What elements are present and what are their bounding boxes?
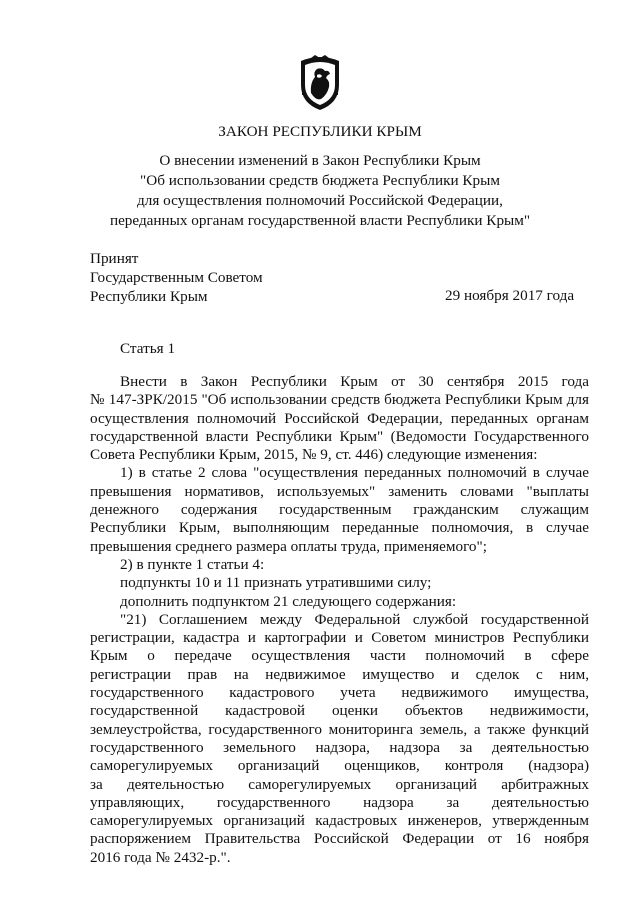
body-line: дополнить подпунктом 21 следующего содержания: [120,592,457,610]
adoption-line: Принят [90,250,139,267]
body-line: государственного кадастрового учета недвижимого имущества, [90,684,589,702]
crimea-coat-of-arms-icon [297,55,343,111]
article-body [90,373,589,867]
body-line: денежного содержания государственным гражданским служащим [90,501,589,519]
article-heading: Статья 1 [120,340,176,357]
adoption-line: Республики Крым [90,288,208,305]
body-line: управляющих, государственного надзора за деятельностью [90,793,589,811]
body-line: подпункты 10 и 11 признать утратившими силу; [120,574,432,592]
body-line: Республики Крым, выполняющим переданные полномочия, в случае [90,519,589,537]
subtitle-line: "Об использовании средств бюджета Республики Крым [140,172,500,189]
law-title: ЗАКОН РЕСПУБЛИКИ КРЫМ [218,123,422,140]
subtitle-line: для осуществления полномочий Российской Федерации, [137,192,503,209]
subtitle-line: переданных органам государственной власти Республики Крым" [109,212,531,229]
body-line: саморегулируемых организаций кадастровых инженеров, утвержденным [90,812,589,830]
body-line: регистрации прав на недвижимое имущество и сделок с ним, [90,665,589,683]
body-line: государственной кадастровой оценки объектов недвижимости, [90,702,589,720]
adoption-date: 29 ноября 2017 года [445,287,575,304]
body-line: землеустройства, государственного мониторинга земель, а также функций [90,720,589,738]
body-line: Крым о передаче осуществления части полномочий в сфере [90,647,589,665]
body-line: за деятельностью саморегулируемых организаций арбитражных [90,775,589,793]
body-line: распоряжением Правительства Российской Федерации от 16 ноября [90,830,589,848]
body-line: регистрации, кадастра и картографии и Советом министров Республики [90,629,589,647]
body-line: превышения нормативов, используемых" заменить словами "выплаты [90,482,589,500]
body-line: осуществления полномочий Российской Федерации, переданных органам [90,409,589,427]
law-subtitle [60,151,580,231]
adoption-block [90,249,263,306]
subtitle-line: О внесении изменений в Закон Республики Крым [159,152,481,169]
body-line: саморегулируемых организаций оценщиков, контроля (надзора) [90,757,589,775]
adoption-line: Государственным Советом [90,269,263,286]
body-line: № 147-ЗРК/2015 "Об использовании средств бюджета Республики Крым для [90,391,589,409]
body-line: Внести в Закон Республики Крым от 30 сентября 2015 года [120,373,589,390]
body-line: 2016 года № 2432-р.". [90,848,231,866]
body-line: 2) в пункте 1 статьи 4: [120,555,265,573]
body-line: государственного земельного надзора, надзора за деятельностью [90,738,589,756]
body-line: государственной власти Республики Крым" (Ведомости Государственного [90,427,589,445]
body-line: превышения среднего размера оплаты труда, применяемого"; [90,537,487,555]
body-line: 1) в статье 2 слова "осуществления переданных полномочий в случае [120,464,589,482]
body-line: "21) Соглашением между Федеральной службой государственной [120,610,589,628]
body-line: Совета Республики Крым, 2015, № 9, ст. 446) следующие изменения: [90,446,538,464]
